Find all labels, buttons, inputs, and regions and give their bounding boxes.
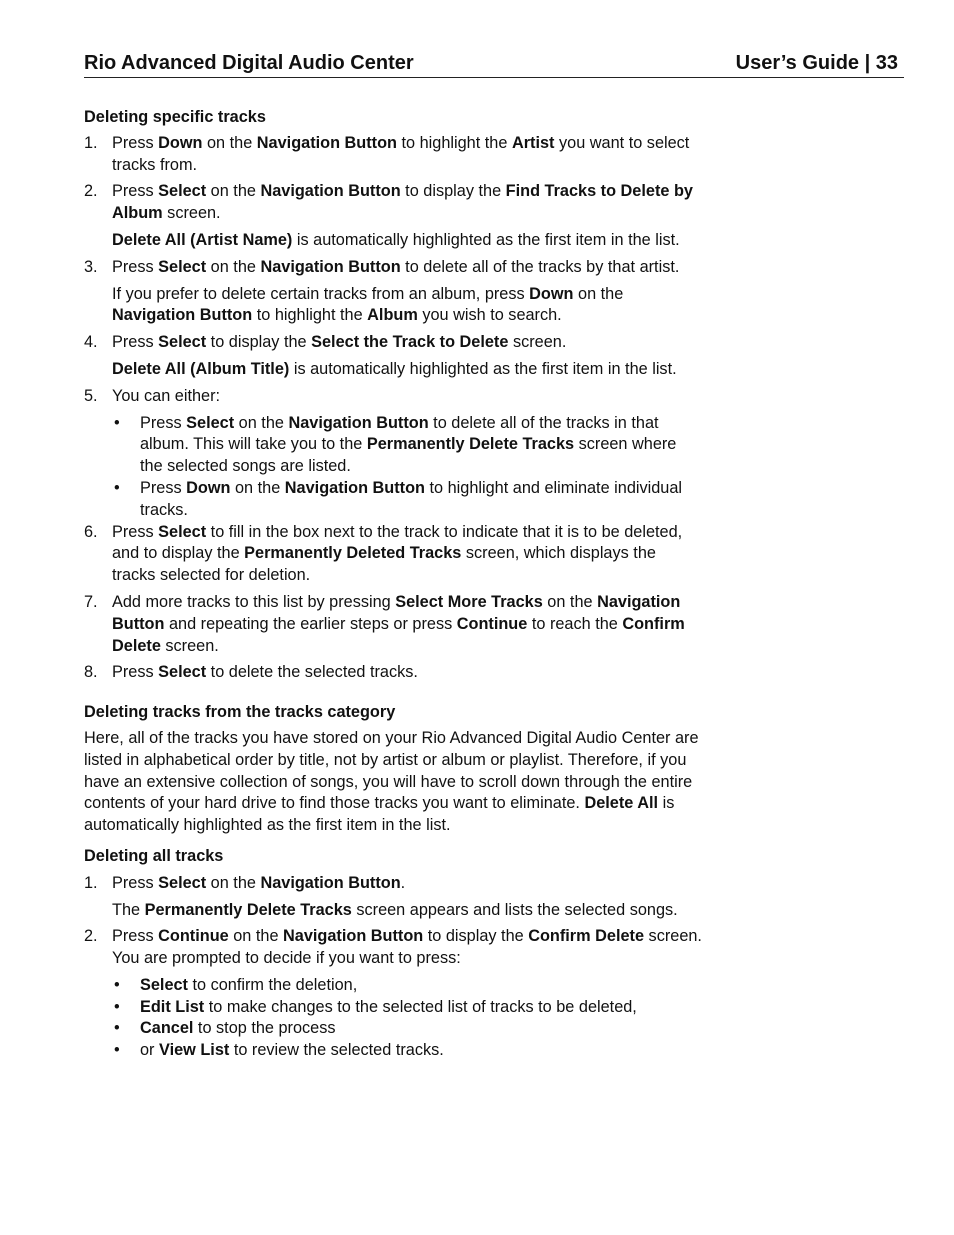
page-reference: User’s Guide | 33 [735,52,898,74]
step-text: Press Select to fill in the box next to the track to indicate that it is to be deleted, and to display the Permanently Deleted Tracks screen, which displays the tracks selected for deletion. [112,522,683,585]
step-note: If you prefer to delete certain tracks from an album, press Down on the Navigation Button to highlight the Album you wish to search. [112,284,624,325]
bullet-text: Press Select on the Navigation Button to delete all of the tracks in that album. This will take you to the Permanently Delete Tracks screen where the selected songs are listed. [140,413,677,476]
step-note: Delete All (Artist Name) is automatically highlighted as the first item in the list. [112,230,680,249]
step-text: Press Select to display the Select the Track to Delete screen. [112,333,567,352]
bullet-item [84,997,702,1019]
step-text: Add more tracks to this list by pressing Select More Tracks on the Navigation Button and repeating the earlier steps or press Continue to reach the Confirm Delete screen. [112,592,685,655]
bullet-text: Edit List to make changes to the selected list of tracks to be deleted, [140,997,637,1016]
list-item [84,873,702,895]
bullet-icon: • [114,478,120,497]
section-heading-all-tracks: Deleting all tracks [84,846,224,865]
bullet-icon: • [114,997,120,1016]
section-heading-tracks-category: Deleting tracks from the tracks category [84,703,396,722]
bullet-text: Cancel to stop the process [140,1019,336,1038]
bullet-item [84,1040,702,1062]
bullet-text: Select to confirm the deletion, [140,975,358,994]
bullet-text: Press Down on the Navigation Button to highlight and eliminate individual tracks. [140,478,683,519]
step-text: Press Select on the Navigation Button to delete all of the tracks by that artist. [112,257,680,276]
list-item [84,332,702,354]
list-item [84,926,702,970]
step-number: 3. [84,257,98,276]
section-heading-specific-tracks: Deleting specific tracks [84,108,266,126]
step-note: Delete All (Album Title) is automatically highlighted as the first item in the list. [112,359,677,378]
bullet-text: or View List to review the selected tracks. [140,1041,444,1060]
step-text: Press Down on the Navigation Button to highlight the Artist you want to select tracks from. [112,133,690,174]
step-number: 1. [84,873,98,892]
step-number: 7. [84,592,98,611]
step-number: 6. [84,522,98,541]
step-number: 2. [84,182,98,201]
step-number: 2. [84,927,98,946]
list-item [84,662,702,684]
document-title: Rio Advanced Digital Audio Center [84,52,414,74]
step-number: 8. [84,663,98,682]
step-text: Press Select on the Navigation Button to display the Find Tracks to Delete by Album screen. [112,182,693,223]
step-text: Press Select on the Navigation Button. [112,873,406,892]
list-item [84,386,702,408]
bullet-item [84,975,702,997]
page-body [84,105,702,1062]
step-note: The Permanently Delete Tracks screen appears and lists the selected songs. [112,900,678,919]
step-text: Press Continue on the Navigation Button to display the Confirm Delete screen. You are prompted to decide if you want to press: [112,927,702,968]
bullet-item [84,478,702,522]
step-text: Press Select to delete the selected tracks. [112,663,418,682]
list-item [84,257,702,279]
step-number: 4. [84,333,98,352]
step-number: 1. [84,133,98,152]
bullet-icon: • [114,1019,120,1038]
list-item [84,522,702,587]
steps-all-tracks [84,873,702,1062]
tracks-category-paragraph: Here, all of the tracks you have stored on your Rio Advanced Digital Audio Center are listed in alphabetical order by title, not by artist or album or playlist. Therefore, if you have an extensive collection of songs, you will have to scroll down through the entire contents of your hard drive to find those tracks you want to eliminate. Delete All is automatically highlighted as the first item in the list. [84,728,699,835]
bullet-icon: • [114,975,120,994]
page-header [84,49,904,78]
list-item [84,592,702,657]
bullet-item [84,1018,702,1040]
list-item [84,181,702,225]
bullet-icon: • [114,413,120,432]
list-item [84,133,702,177]
step-text: You can either: [112,386,221,405]
steps-specific-tracks [84,133,702,684]
bullet-icon: • [114,1041,120,1060]
bullet-item [84,413,702,478]
step-number: 5. [84,386,98,405]
